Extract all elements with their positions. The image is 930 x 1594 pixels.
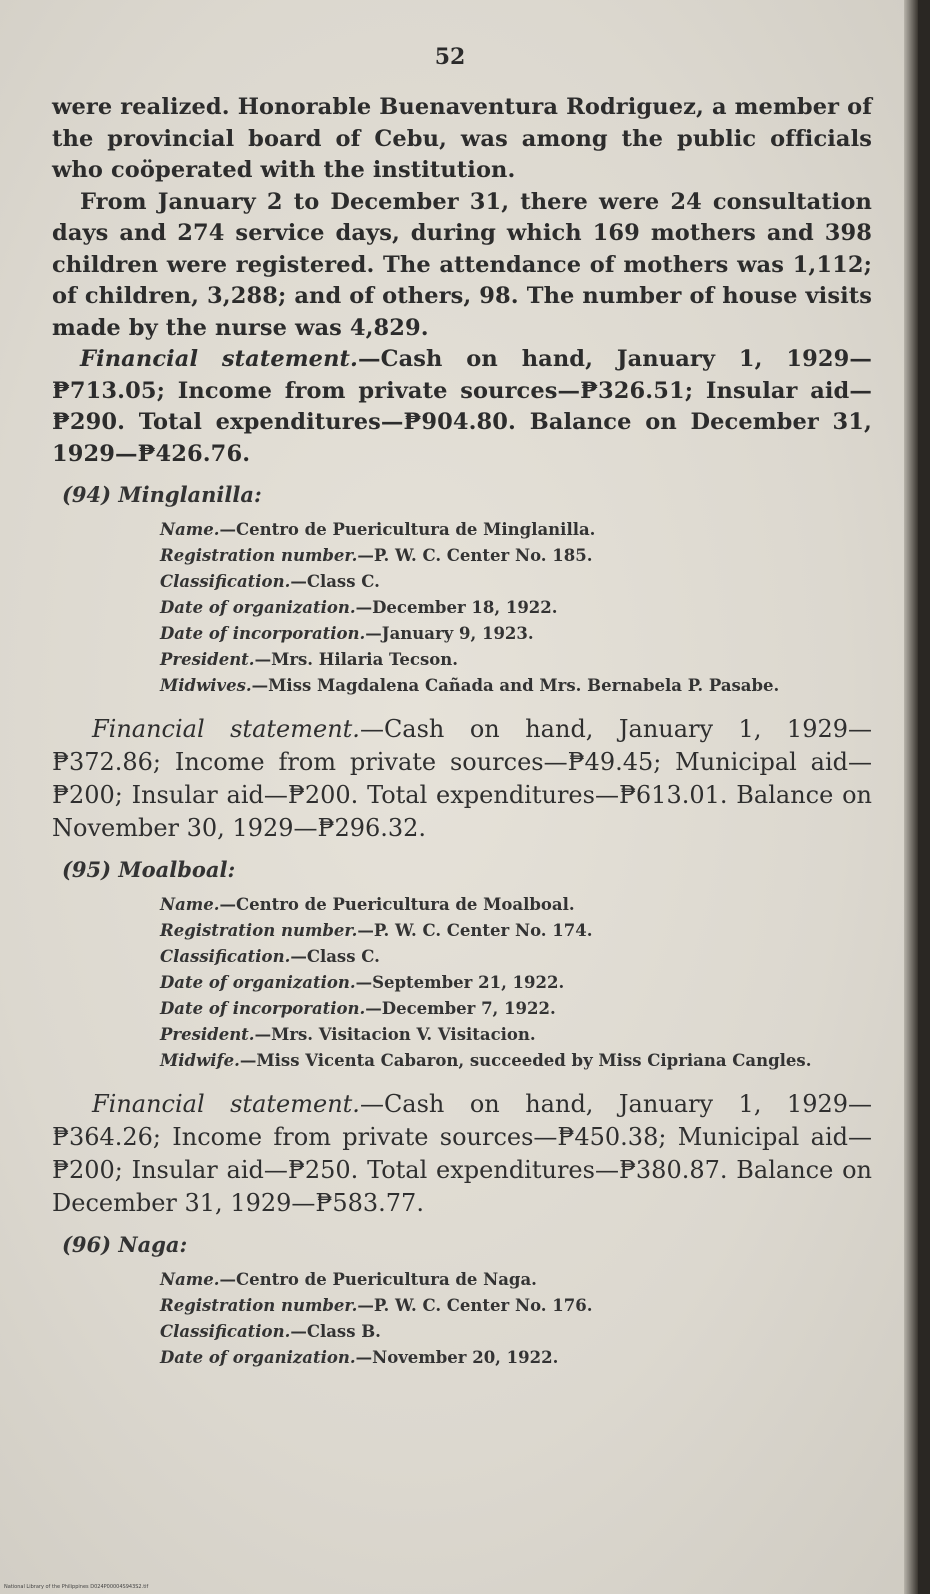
section-entries-naga xyxy=(160,1267,872,1371)
entry-label: Classification. xyxy=(160,572,291,591)
entry-value: —P. W. C. Center No. 176. xyxy=(357,1296,593,1315)
entry-classification xyxy=(160,944,872,970)
section-heading-naga: (96) Naga: xyxy=(62,1232,188,1257)
entry-value: —December 18, 1922. xyxy=(355,598,558,617)
entry-label: Midwife. xyxy=(160,1051,240,1070)
entry-value: —Mrs. Visitacion V. Visitacion. xyxy=(254,1025,536,1044)
financial-statement-text: —Cash on hand, January 1, 1929—₱364.26; Income from private sources—₱450.38; Municipal aid—₱200; Insular aid—₱250. Total expenditures—₱380.87. Balance on December 31, 1929—₱583.77. xyxy=(52,1090,873,1217)
entry-label: Name. xyxy=(160,1270,220,1289)
entry-value: —Mrs. Hilaria Tecson. xyxy=(254,650,458,669)
financial-statement-label: Financial statement. xyxy=(80,346,358,372)
entry-midwife xyxy=(160,1048,872,1074)
entry-label: Classification. xyxy=(160,947,291,966)
entry-value: —Miss Vicenta Cabaron, succeeded by Miss Cipriana Cangles. xyxy=(239,1051,812,1070)
entry-value: —Class C. xyxy=(290,572,380,591)
entry-date-of-incorporation xyxy=(160,996,872,1022)
entry-value: —Centro de Puericultura de Minglanilla. xyxy=(219,520,596,539)
entry-value: —P. W. C. Center No. 185. xyxy=(357,546,593,565)
entry-name xyxy=(160,892,872,918)
entry-president xyxy=(160,647,872,673)
entry-registration-number xyxy=(160,1293,872,1319)
entry-classification xyxy=(160,569,872,595)
financial-statement-minglanilla xyxy=(52,713,872,845)
entry-value: —Miss Magdalena Cañada and Mrs. Bernabela P. Pasabe. xyxy=(251,676,780,695)
entry-value: —Centro de Puericultura de Moalboal. xyxy=(219,895,575,914)
entry-label: President. xyxy=(160,1025,255,1044)
entry-label: Name. xyxy=(160,520,220,539)
entry-label: Registration number. xyxy=(160,546,358,565)
page-content xyxy=(52,92,872,1371)
entry-date-of-incorporation xyxy=(160,621,872,647)
entry-label: Midwives. xyxy=(160,676,252,695)
entry-president xyxy=(160,1022,872,1048)
entry-midwives xyxy=(160,673,872,699)
intro-paragraph-1: were realized. Honorable Buenaventura Rodriguez, a member of the provincial board of Cebu, was among the public officials who coöperated with the institution. xyxy=(52,94,872,183)
entry-label: Registration number. xyxy=(160,921,358,940)
entry-label: Date of organization. xyxy=(160,598,356,617)
financial-statement-moalboal xyxy=(52,1088,872,1220)
entry-date-of-organization xyxy=(160,595,872,621)
entry-label: Date of organization. xyxy=(160,1348,356,1367)
intro-financial-statement xyxy=(52,344,872,470)
financial-statement-label: Financial statement. xyxy=(92,715,360,743)
entry-date-of-organization xyxy=(160,1345,872,1371)
section-heading-moalboal: (95) Moalboal: xyxy=(62,857,236,882)
section-heading-minglanilla: (94) Minglanilla: xyxy=(62,482,262,507)
section-entries-moalboal xyxy=(160,892,872,1074)
entry-classification xyxy=(160,1319,872,1345)
entry-value: —September 21, 1922. xyxy=(355,973,565,992)
financial-statement-text: —Cash on hand, January 1, 1929—₱372.86; Income from private sources—₱49.45; Municipal aid—₱200; Insular aid—₱200. Total expenditures—₱613.01. Balance on November 30, 1929—₱296.32. xyxy=(52,715,873,842)
entry-value: —Centro de Puericultura de Naga. xyxy=(219,1270,537,1289)
entry-label: Registration number. xyxy=(160,1296,358,1315)
scan-footer: National Library of the Philippines D024P00004S943S2.tif xyxy=(4,1584,149,1590)
section-entries-minglanilla xyxy=(160,517,872,699)
entry-name xyxy=(160,1267,872,1293)
entry-label: Classification. xyxy=(160,1322,291,1341)
entry-value: —Class B. xyxy=(290,1322,381,1341)
entry-value: —P. W. C. Center No. 174. xyxy=(357,921,593,940)
entry-value: —January 9, 1923. xyxy=(365,624,534,643)
entry-label: Date of organization. xyxy=(160,973,356,992)
entry-label: Name. xyxy=(160,895,220,914)
entry-value: —November 20, 1922. xyxy=(355,1348,559,1367)
financial-statement-text: —Cash on hand, January 1, 1929—₱713.05; Income from private sources—₱326.51; Insular aid—₱290. Total expenditures—₱904.80. Balance on December 31, 1929—₱426.76. xyxy=(52,346,872,467)
entry-value: —December 7, 1922. xyxy=(365,999,556,1018)
entry-registration-number xyxy=(160,918,872,944)
financial-statement-label: Financial statement. xyxy=(92,1090,360,1118)
entry-date-of-organization xyxy=(160,970,872,996)
entry-registration-number xyxy=(160,543,872,569)
entry-name xyxy=(160,517,872,543)
entry-label: Date of incorporation. xyxy=(160,624,366,643)
page-number: 52 xyxy=(434,44,466,70)
entry-value: —Class C. xyxy=(290,947,380,966)
intro-paragraph-2: From January 2 to December 31, there were 24 consultation days and 274 service days, during which 169 mothers and 398 children were registered. The attendance of mothers was 1,112; of children, 3,288; and of others, 98. The number of house visits made by the nurse was 4,829. xyxy=(52,188,872,341)
entry-label: President. xyxy=(160,650,255,669)
page-edge-shadow xyxy=(904,0,918,1594)
entry-label: Date of incorporation. xyxy=(160,999,366,1018)
